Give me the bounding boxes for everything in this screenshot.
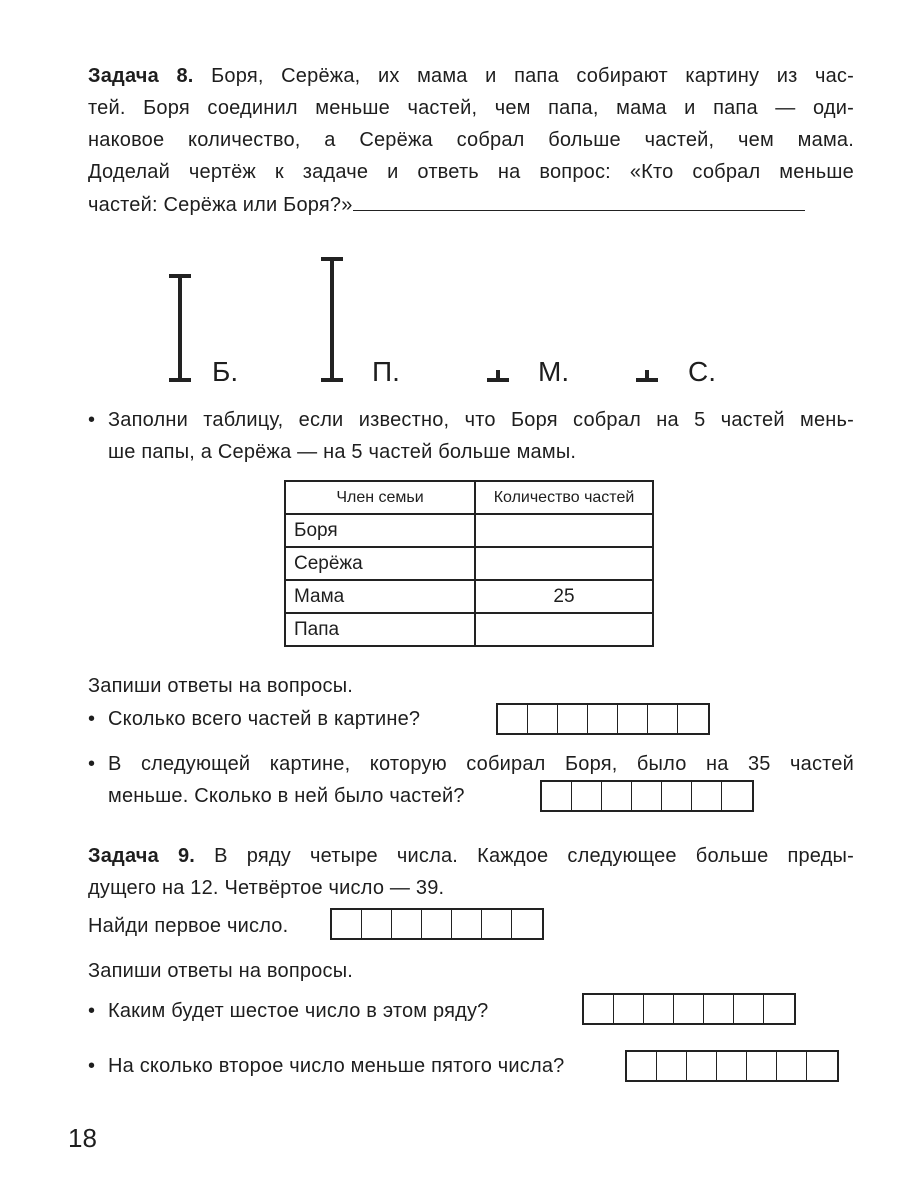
table-header-row xyxy=(285,481,653,514)
task8-statement xyxy=(88,60,854,221)
task8-answer-1-boxes[interactable] xyxy=(496,703,710,735)
segment-diagram xyxy=(160,250,860,390)
fill-table-instruction xyxy=(108,404,854,468)
bullet: • xyxy=(88,1055,96,1077)
fill-table-line-1: Заполни таблицу, если известно, что Боря собрал на 5 частей мень- xyxy=(108,409,854,431)
table-cell-count[interactable] xyxy=(475,547,653,580)
segment-seryozha-start xyxy=(636,370,658,380)
task9-first-number-boxes[interactable] xyxy=(330,908,544,940)
segment-label-papa: П. xyxy=(372,356,400,387)
task8-question-2-line-2: меньше. Сколько в ней было частей? xyxy=(108,785,465,807)
bullet: • xyxy=(88,708,96,730)
task9-line-1: В ряду четыре числа. Каждое следующее больше преды- xyxy=(214,845,854,867)
task8-question-2-line-1: В следующей картине, которую собирал Боря, было на 35 частей xyxy=(108,753,854,775)
bullet: • xyxy=(88,1000,96,1022)
family-table xyxy=(284,480,654,647)
table-cell-count[interactable] xyxy=(475,514,653,547)
task8-answer-2-boxes[interactable] xyxy=(540,780,754,812)
task8-line-2: тей. Боря соединил меньше частей, чем папа, мама и папа — оди- xyxy=(88,97,854,119)
task9-line-2: дущего на 12. Четвёртое число — 39. xyxy=(88,877,445,899)
table-row xyxy=(285,613,653,646)
table-cell-member: Боря xyxy=(285,514,475,547)
fill-table-line-2: ше папы, а Серёжа — на 5 частей больше мамы. xyxy=(108,441,577,463)
task8-label: Задача 8. xyxy=(88,65,194,87)
task9-answers-header: Запиши ответы на вопросы. xyxy=(88,960,354,982)
task9-question-1: Каким будет шестое число в этом ряду? xyxy=(108,1000,489,1022)
task8-question-1 xyxy=(108,703,420,735)
table-cell-member: Серёжа xyxy=(285,547,475,580)
segment-label-borya: Б. xyxy=(212,356,239,387)
segment-label-seryozha: С. xyxy=(688,356,716,387)
task8-line-4: Доделай чертёж к задаче и ответь на вопрос: «Кто собрал меньше xyxy=(88,161,854,183)
segment-papa xyxy=(321,259,343,380)
task9-label: Задача 9. xyxy=(88,845,196,867)
table-cell-member: Папа xyxy=(285,613,475,646)
task8-answer-line[interactable] xyxy=(353,188,805,211)
page-number: 18 xyxy=(68,1123,97,1153)
task8-line-1: Боря, Серёжа, их мама и папа собирают картину из час- xyxy=(211,65,854,87)
segment-mama-start xyxy=(487,370,509,380)
bullet: • xyxy=(88,753,96,775)
task9-answer-2-boxes[interactable] xyxy=(625,1050,839,1082)
task9-answer-1-boxes[interactable] xyxy=(582,993,796,1025)
table-header-member: Член семьи xyxy=(285,481,475,514)
table-cell-member: Мама xyxy=(285,580,475,613)
task8-line-3: наковое количество, а Серёжа собрал больше частей, чем мама. xyxy=(88,129,854,151)
task8-line-5: частей: Серёжа или Боря?» xyxy=(88,194,353,216)
table-row xyxy=(285,580,653,613)
segment-label-mama: М. xyxy=(538,356,570,387)
table-row xyxy=(285,547,653,580)
task9-statement xyxy=(88,840,854,904)
task8-question-1-text: Сколько всего частей в картине? xyxy=(108,708,421,730)
table-row xyxy=(285,514,653,547)
task9-question-2: На сколько второе число меньше пятого числа? xyxy=(108,1055,565,1077)
table-cell-count[interactable] xyxy=(475,613,653,646)
table-header-count: Количество частей xyxy=(475,481,653,514)
segment-borya xyxy=(169,276,191,380)
task9-find-first: Найди первое число. xyxy=(88,915,289,937)
task8-answers-header: Запиши ответы на вопросы. xyxy=(88,675,354,697)
table-cell-count: 25 xyxy=(475,580,653,613)
bullet: • xyxy=(88,409,96,431)
